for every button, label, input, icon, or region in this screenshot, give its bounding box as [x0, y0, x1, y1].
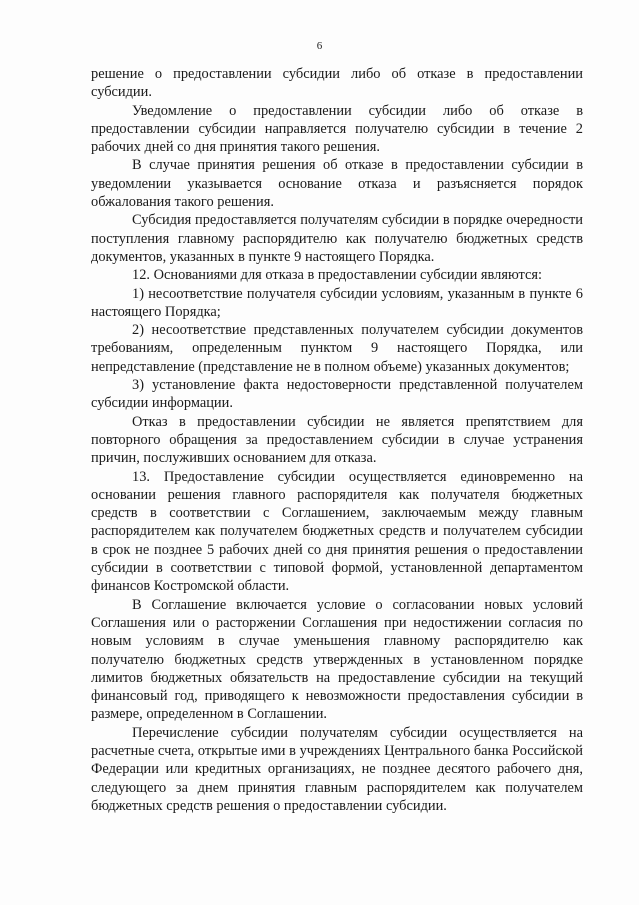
document-body	[91, 65, 583, 815]
paragraph: Уведомление о предоставлении субсидии либо об отказе в предоставлении субсидии направляется получателю субсидии в течение 2 рабочих дней со дня принятия такого решения.	[91, 102, 583, 156]
paragraph: Перечисление субсидии получателям субсидии осуществляется на расчетные счета, открытые ими в учреждениях Центрального банка Российской Федерации или кредитных организациях, не позднее десятого рабочего дня, следующего за днем принятия главным распорядителем как получателем бюджетных средств решения о предоставлении субсидии.	[91, 724, 583, 814]
paragraph: Субсидия предоставляется получателям субсидии в порядке очередности поступления главному распорядителю как получателю бюджетных средств документов, указанных в пункте 9 настоящего Порядка.	[91, 212, 583, 265]
page-number: 6	[316, 40, 323, 52]
paragraph: 12. Основаниями для отказа в предоставлении субсидии являются:	[132, 267, 542, 284]
paragraph: В Соглашение включается условие о согласовании новых условий Соглашения или о расторжении Соглашения при недостижении согласия по новым условиям в случае уменьшения главному распорядителю как получателю бюджетных средств утвержденных в установленном порядке лимитов бюджетных обязательств на предоставление субсидии на текущий финансовый год, приводящего к невозможности предоставления субсидии в размере, определенном в Соглашении.	[91, 596, 583, 723]
paragraph: 13. Предоставление субсидии осуществляется единовременно на основании решения главного распорядителя как получателя бюджетных средств в соответствии с Соглашением, заключаемым между главным распорядителем как получателем бюджетных средств и получателем субсидии в срок не позднее 5 рабочих дней со дня принятия решения о предоставлении субсидии в соответствии с типовой формой, установленной департаментом финансов Костромской области.	[91, 468, 583, 595]
paragraph: 2) несоответствие представленных получателем субсидии документов требованиям, определенным пунктом 9 настоящего Порядка, или непредставление (представление не в полном объеме) указанных документов;	[91, 322, 583, 375]
paragraph: В случае принятия решения об отказе в предоставлении субсидии в уведомлении указывается основание отказа и разъясняется порядок обжалования такого решения.	[91, 157, 583, 211]
paragraph: 3) установление факта недостоверности представленной получателем субсидии информации.	[91, 377, 583, 412]
paragraph: 1) несоответствие получателя субсидии условиям, указанным в пункте 6 настоящего Порядка;	[91, 285, 583, 320]
paragraph: Отказ в предоставлении субсидии не является препятствием для повторного обращения за предоставлением субсидии в случае устранения причин, послуживших основанием для отказа.	[91, 413, 583, 467]
paragraph: решение о предоставлении субсидии либо об отказе в предоставлении субсидии.	[91, 66, 583, 101]
